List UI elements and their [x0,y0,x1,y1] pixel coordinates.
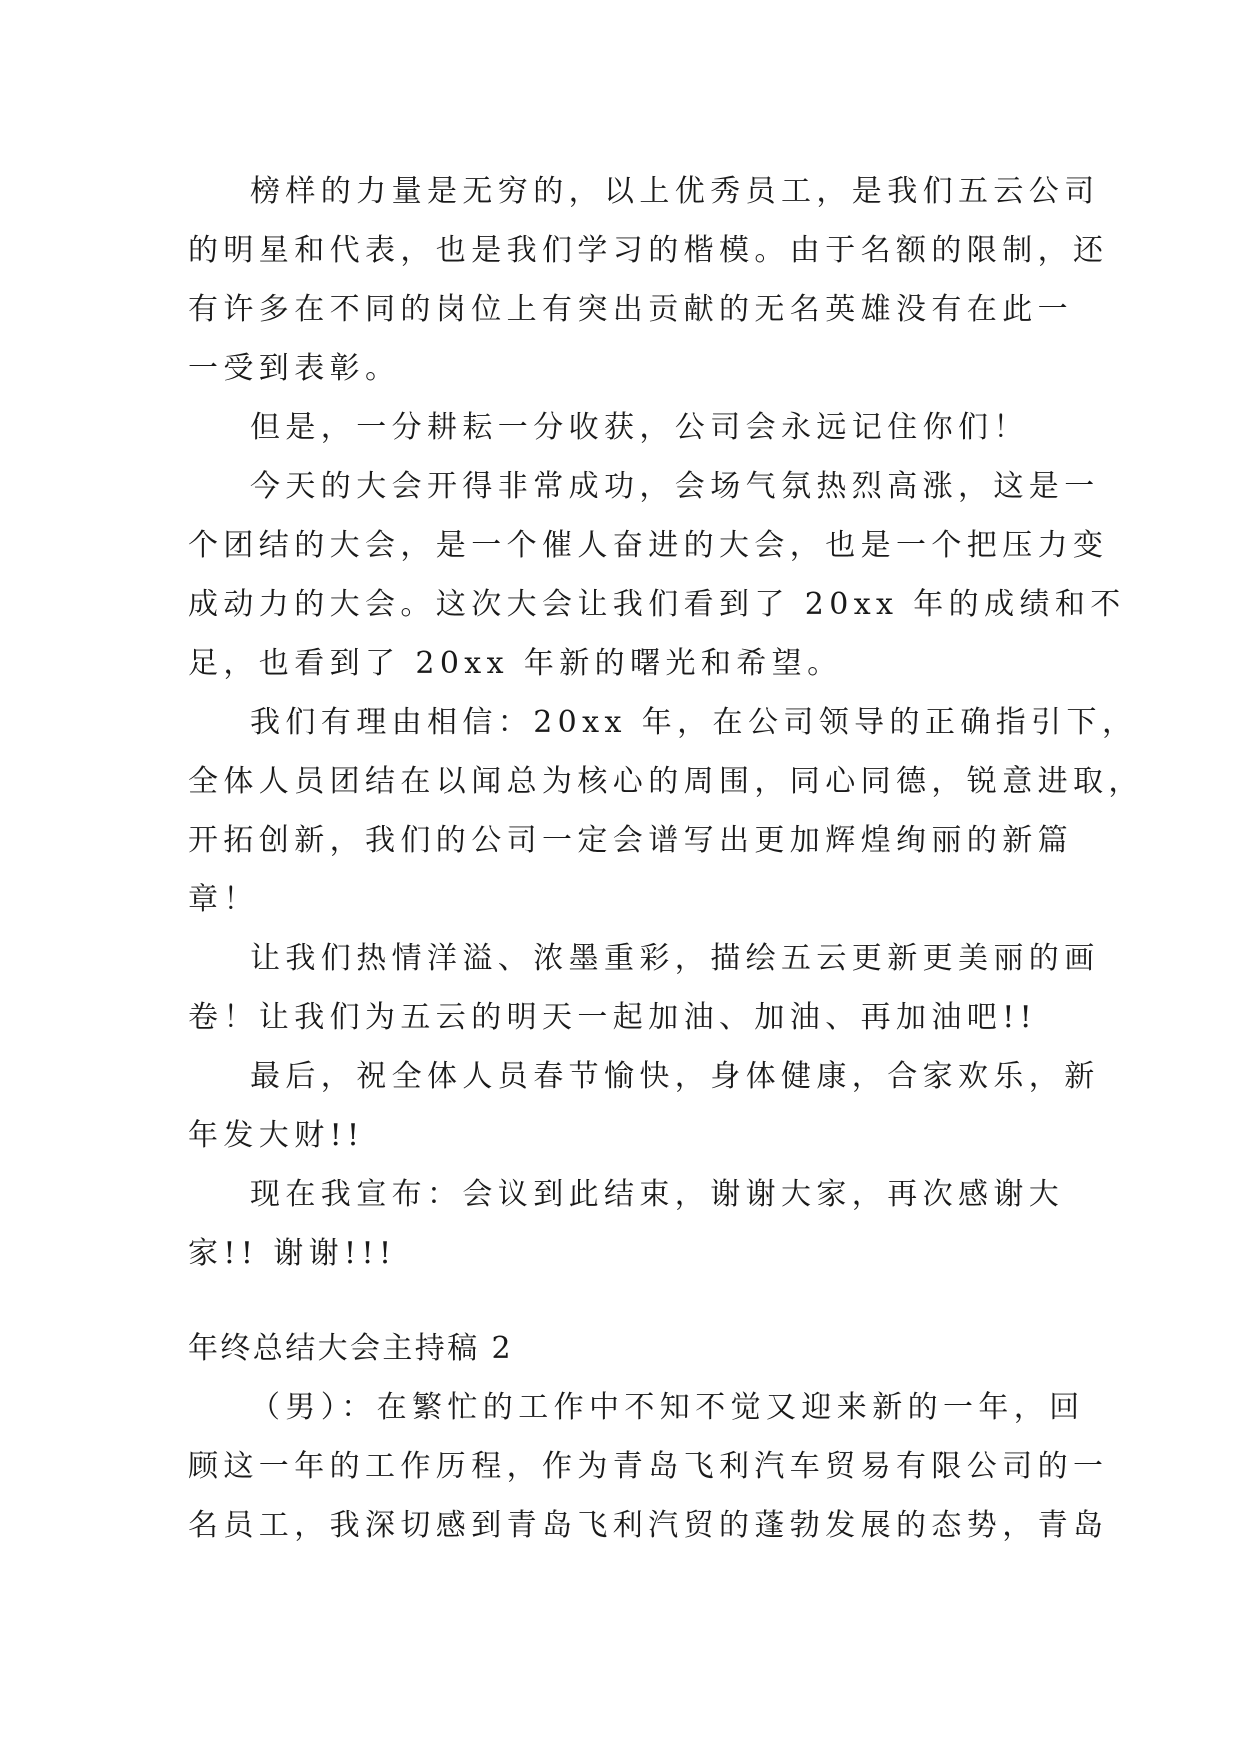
text-line: 个团结的大会，是一个催人奋进的大会，也是一个把压力变 [188,528,1109,563]
text-line: 全体人员团结在以闻总为核心的周围，同心同德，锐意进取， [188,764,1144,799]
text-line: 年发大财!! [188,1118,365,1153]
text-line: 最后，祝全体人员春节愉快，身体健康，合家欢乐，新 [250,1059,1100,1094]
section-spacer [188,1283,1056,1319]
text-line: 章！ [188,882,259,917]
text-line: 足，也看到了 20xx 年新的曙光和希望。 [188,646,843,681]
text-line: 但是，一分耕耘一分收获，公司会永远记住你们！ [250,410,1029,445]
document-body [188,162,1144,1555]
text-line: 家!! 谢谢!!! [188,1236,397,1271]
text-line: （男）：在繁忙的工作中不知不觉又迎来新的一年，回 [250,1390,1085,1425]
section-heading: 年终总结大会主持稿 2 [188,1331,514,1366]
text-line: 今天的大会开得非常成功，会场气氛热烈高涨，这是一 [250,469,1100,504]
text-line: 成动力的大会。这次大会让我们看到了 20xx 年的成绩和不 [188,587,1126,622]
text-line: 顾这一年的工作历程，作为青岛飞利汽车贸易有限公司的一 [188,1449,1109,1484]
text-line: 榜样的力量是无穷的，以上优秀员工，是我们五云公司 [250,174,1100,209]
text-line: 我们有理由相信：20xx 年，在公司领导的正确指引下， [250,705,1138,740]
text-line: 现在我宣布：会议到此结束，谢谢大家，再次感谢大 [250,1177,1065,1212]
text-line: 开拓创新，我们的公司一定会谱写出更加辉煌绚丽的新篇 [188,823,1073,858]
text-line: 让我们热情洋溢、浓墨重彩，描绘五云更新更美丽的画 [250,941,1100,976]
text-line: 的明星和代表，也是我们学习的楷模。由于名额的限制，还 [188,233,1109,268]
text-line: 一受到表彰。 [188,351,401,386]
text-line: 卷！让我们为五云的明天一起加油、加油、再加油吧!! [188,1000,1038,1035]
text-line: 有许多在不同的岗位上有突出贡献的无名英雄没有在此一 [188,292,1073,327]
text-line: 名员工，我深切感到青岛飞利汽贸的蓬勃发展的态势，青岛 [188,1508,1109,1543]
